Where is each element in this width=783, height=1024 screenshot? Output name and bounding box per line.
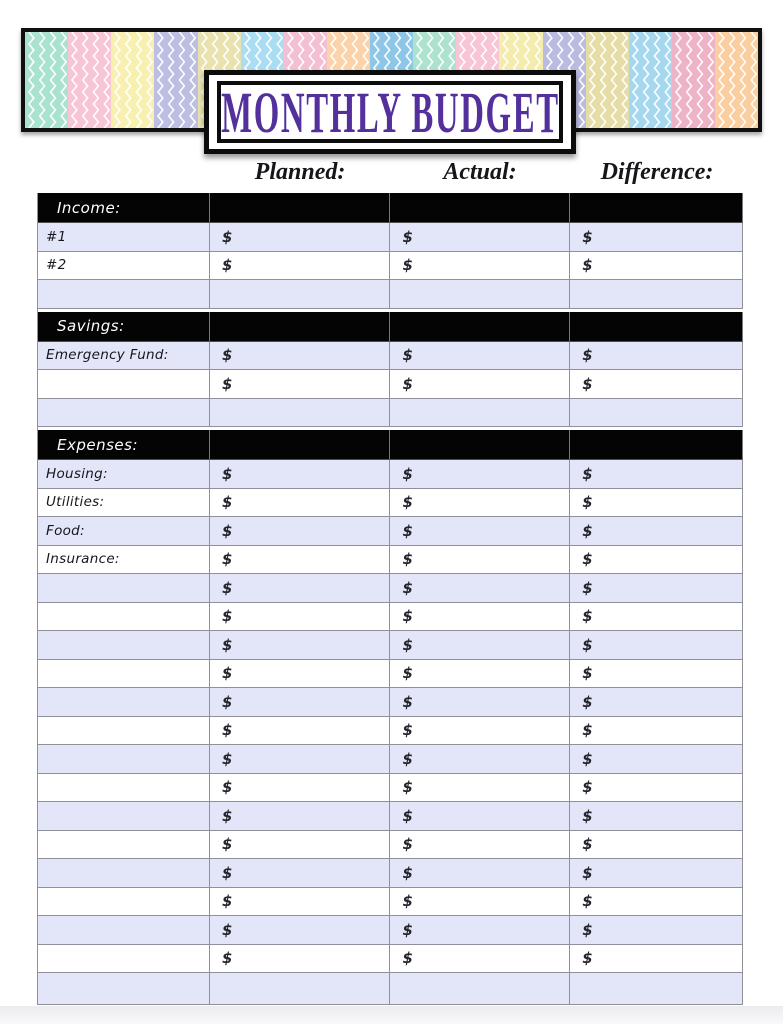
table-row bbox=[38, 774, 743, 803]
section-header-cell bbox=[210, 312, 390, 342]
section-header-cell bbox=[570, 312, 743, 342]
actual-cell bbox=[390, 280, 570, 309]
section-title: Income: bbox=[57, 198, 121, 217]
difference-cell bbox=[570, 574, 743, 603]
dollar-sign: $ bbox=[402, 835, 413, 854]
actual-cell bbox=[390, 574, 570, 603]
column-header-actual: Actual: bbox=[443, 159, 517, 185]
row-label-cell bbox=[38, 831, 210, 860]
planned-cell bbox=[210, 688, 390, 717]
difference-cell bbox=[570, 973, 743, 1005]
banner-stripe bbox=[25, 32, 68, 128]
dollar-sign: $ bbox=[582, 721, 593, 740]
banner-stripe bbox=[586, 32, 629, 128]
row-label-cell bbox=[38, 399, 210, 428]
difference-cell bbox=[570, 489, 743, 518]
dollar-sign: $ bbox=[402, 374, 413, 393]
planned-cell bbox=[210, 660, 390, 689]
planned-cell bbox=[210, 859, 390, 888]
difference-cell bbox=[570, 745, 743, 774]
row-label-cell: #2 bbox=[38, 252, 210, 281]
dollar-sign: $ bbox=[402, 493, 413, 512]
actual-cell bbox=[390, 859, 570, 888]
section-title: Savings: bbox=[57, 317, 125, 335]
section-header-cell bbox=[210, 430, 390, 460]
section-header-cell bbox=[390, 430, 570, 460]
dollar-sign: $ bbox=[582, 920, 593, 939]
table-row bbox=[38, 603, 743, 632]
dollar-sign: $ bbox=[222, 227, 233, 246]
table-row bbox=[38, 802, 743, 831]
actual-cell bbox=[390, 831, 570, 860]
actual-cell bbox=[390, 973, 570, 1005]
difference-cell bbox=[570, 945, 743, 974]
banner-stripe bbox=[154, 32, 197, 128]
actual-cell bbox=[390, 631, 570, 660]
actual-cell bbox=[390, 399, 570, 428]
table-row bbox=[38, 717, 743, 746]
table-row bbox=[38, 252, 743, 281]
planned-cell bbox=[210, 489, 390, 518]
dollar-sign: $ bbox=[222, 749, 233, 768]
dollar-sign: $ bbox=[222, 521, 233, 540]
dollar-sign: $ bbox=[402, 664, 413, 683]
dollar-sign: $ bbox=[402, 949, 413, 968]
dollar-sign: $ bbox=[222, 835, 233, 854]
actual-cell bbox=[390, 223, 570, 252]
dollar-sign: $ bbox=[582, 464, 593, 483]
section-title: Expenses: bbox=[57, 435, 139, 454]
row-label-cell bbox=[38, 717, 210, 746]
actual-cell bbox=[390, 489, 570, 518]
difference-cell bbox=[570, 280, 743, 309]
dollar-sign: $ bbox=[402, 692, 413, 711]
column-header-planned: Planned: bbox=[254, 159, 346, 185]
budget-table bbox=[37, 193, 743, 1005]
dollar-sign: $ bbox=[222, 464, 233, 483]
actual-cell bbox=[390, 252, 570, 281]
dollar-sign: $ bbox=[402, 635, 413, 654]
table-row bbox=[38, 916, 743, 945]
table-row bbox=[38, 223, 743, 252]
section-header-label-cell bbox=[38, 312, 210, 342]
row-label-cell: Housing: bbox=[38, 460, 210, 489]
actual-cell bbox=[390, 888, 570, 917]
difference-cell bbox=[570, 460, 743, 489]
actual-cell bbox=[390, 460, 570, 489]
difference-cell bbox=[570, 517, 743, 546]
actual-cell bbox=[390, 546, 570, 575]
dollar-sign: $ bbox=[222, 578, 233, 597]
dollar-sign: $ bbox=[582, 692, 593, 711]
section-header-row bbox=[38, 312, 743, 342]
table-row bbox=[38, 831, 743, 860]
difference-cell bbox=[570, 399, 743, 428]
dollar-sign: $ bbox=[222, 778, 233, 797]
planned-cell bbox=[210, 280, 390, 309]
page-bottom-edge bbox=[0, 1006, 783, 1024]
dollar-sign: $ bbox=[582, 607, 593, 626]
section-header-cell bbox=[390, 193, 570, 223]
row-label-cell bbox=[38, 888, 210, 917]
actual-cell bbox=[390, 517, 570, 546]
table-row bbox=[38, 888, 743, 917]
dollar-sign: $ bbox=[222, 664, 233, 683]
actual-cell bbox=[390, 916, 570, 945]
planned-cell bbox=[210, 342, 390, 371]
dollar-sign: $ bbox=[582, 550, 593, 569]
dollar-sign: $ bbox=[222, 374, 233, 393]
dollar-sign: $ bbox=[402, 721, 413, 740]
table-row bbox=[38, 945, 743, 974]
dollar-sign: $ bbox=[582, 521, 593, 540]
actual-cell bbox=[390, 342, 570, 371]
dollar-sign: $ bbox=[582, 635, 593, 654]
table-row bbox=[38, 280, 743, 309]
dollar-sign: $ bbox=[402, 920, 413, 939]
planned-cell bbox=[210, 831, 390, 860]
row-label-cell bbox=[38, 774, 210, 803]
section-header-label-cell bbox=[38, 193, 210, 223]
planned-cell bbox=[210, 945, 390, 974]
column-header-difference: Difference: bbox=[600, 159, 714, 185]
actual-cell bbox=[390, 370, 570, 399]
difference-cell bbox=[570, 717, 743, 746]
difference-cell bbox=[570, 631, 743, 660]
actual-cell bbox=[390, 688, 570, 717]
row-label-cell bbox=[38, 370, 210, 399]
banner-stripe bbox=[672, 32, 715, 128]
planned-cell bbox=[210, 370, 390, 399]
row-label-cell bbox=[38, 280, 210, 309]
dollar-sign: $ bbox=[402, 749, 413, 768]
row-label-cell: Utilities: bbox=[38, 489, 210, 518]
actual-cell bbox=[390, 717, 570, 746]
row-label-cell: Insurance: bbox=[38, 546, 210, 575]
difference-cell bbox=[570, 252, 743, 281]
row-label-cell bbox=[38, 745, 210, 774]
table-row bbox=[38, 399, 743, 428]
dollar-sign: $ bbox=[582, 578, 593, 597]
difference-cell bbox=[570, 802, 743, 831]
dollar-sign: $ bbox=[402, 892, 413, 911]
dollar-sign: $ bbox=[402, 863, 413, 882]
table-row bbox=[38, 489, 743, 518]
planned-cell bbox=[210, 399, 390, 428]
planned-cell bbox=[210, 252, 390, 281]
difference-cell bbox=[570, 342, 743, 371]
row-label-cell bbox=[38, 688, 210, 717]
table-row bbox=[38, 631, 743, 660]
planned-cell bbox=[210, 603, 390, 632]
difference-cell bbox=[570, 370, 743, 399]
banner-stripe bbox=[629, 32, 672, 128]
dollar-sign: $ bbox=[582, 227, 593, 246]
row-label-cell: #1 bbox=[38, 223, 210, 252]
dollar-sign: $ bbox=[222, 607, 233, 626]
dollar-sign: $ bbox=[582, 778, 593, 797]
dollar-sign: $ bbox=[582, 374, 593, 393]
dollar-sign: $ bbox=[582, 749, 593, 768]
dollar-sign: $ bbox=[582, 806, 593, 825]
planned-cell bbox=[210, 802, 390, 831]
dollar-sign: $ bbox=[402, 464, 413, 483]
row-label-cell: Food: bbox=[38, 517, 210, 546]
banner-stripe bbox=[68, 32, 111, 128]
dollar-sign: $ bbox=[402, 256, 413, 275]
table-row bbox=[38, 517, 743, 546]
actual-cell bbox=[390, 603, 570, 632]
row-label-cell bbox=[38, 574, 210, 603]
dollar-sign: $ bbox=[222, 493, 233, 512]
planned-cell bbox=[210, 888, 390, 917]
section-header-row bbox=[38, 430, 743, 460]
dollar-sign: $ bbox=[582, 346, 593, 365]
actual-cell bbox=[390, 660, 570, 689]
dollar-sign: $ bbox=[222, 550, 233, 569]
table-row bbox=[38, 660, 743, 689]
dollar-sign: $ bbox=[402, 578, 413, 597]
row-label-cell bbox=[38, 973, 210, 1005]
row-label-cell bbox=[38, 916, 210, 945]
table-row bbox=[38, 745, 743, 774]
section-header-cell bbox=[210, 193, 390, 223]
dollar-sign: $ bbox=[402, 778, 413, 797]
dollar-sign: $ bbox=[582, 835, 593, 854]
section-header-cell bbox=[570, 430, 743, 460]
dollar-sign: $ bbox=[402, 521, 413, 540]
row-label-cell bbox=[38, 631, 210, 660]
dollar-sign: $ bbox=[222, 949, 233, 968]
dollar-sign: $ bbox=[222, 806, 233, 825]
table-row bbox=[38, 342, 743, 371]
row-label-cell bbox=[38, 603, 210, 632]
planned-cell bbox=[210, 223, 390, 252]
row-label-cell bbox=[38, 660, 210, 689]
title-box bbox=[204, 70, 576, 154]
actual-cell bbox=[390, 945, 570, 974]
table-row bbox=[38, 973, 743, 1005]
dollar-sign: $ bbox=[222, 920, 233, 939]
table-row bbox=[38, 546, 743, 575]
dollar-sign: $ bbox=[222, 863, 233, 882]
difference-cell bbox=[570, 688, 743, 717]
dollar-sign: $ bbox=[222, 692, 233, 711]
table-row bbox=[38, 688, 743, 717]
row-label-cell bbox=[38, 945, 210, 974]
difference-cell bbox=[570, 774, 743, 803]
planned-cell bbox=[210, 916, 390, 945]
table-row bbox=[38, 859, 743, 888]
column-headers bbox=[0, 159, 783, 191]
difference-cell bbox=[570, 546, 743, 575]
dollar-sign: $ bbox=[402, 227, 413, 246]
dollar-sign: $ bbox=[222, 635, 233, 654]
planned-cell bbox=[210, 460, 390, 489]
table-section bbox=[38, 193, 743, 309]
table-row bbox=[38, 460, 743, 489]
planned-cell bbox=[210, 517, 390, 546]
dollar-sign: $ bbox=[402, 346, 413, 365]
difference-cell bbox=[570, 223, 743, 252]
section-header-label-cell bbox=[38, 430, 210, 460]
dollar-sign: $ bbox=[222, 256, 233, 275]
planned-cell bbox=[210, 546, 390, 575]
title-inner-frame bbox=[217, 81, 563, 143]
dollar-sign: $ bbox=[402, 607, 413, 626]
dollar-sign: $ bbox=[222, 346, 233, 365]
dollar-sign: $ bbox=[222, 892, 233, 911]
table-row bbox=[38, 574, 743, 603]
actual-cell bbox=[390, 802, 570, 831]
dollar-sign: $ bbox=[582, 949, 593, 968]
actual-cell bbox=[390, 774, 570, 803]
difference-cell bbox=[570, 831, 743, 860]
dollar-sign: $ bbox=[582, 892, 593, 911]
dollar-sign: $ bbox=[582, 256, 593, 275]
difference-cell bbox=[570, 916, 743, 945]
section-header-row bbox=[38, 193, 743, 223]
section-header-cell bbox=[570, 193, 743, 223]
planned-cell bbox=[210, 973, 390, 1005]
dollar-sign: $ bbox=[582, 493, 593, 512]
planned-cell bbox=[210, 774, 390, 803]
dollar-sign: $ bbox=[582, 664, 593, 683]
page-title: MONTHLY BUDGET bbox=[220, 81, 560, 143]
section-header-cell bbox=[390, 312, 570, 342]
planned-cell bbox=[210, 574, 390, 603]
row-label-cell: Emergency Fund: bbox=[38, 342, 210, 371]
difference-cell bbox=[570, 603, 743, 632]
row-label-cell bbox=[38, 859, 210, 888]
dollar-sign: $ bbox=[582, 863, 593, 882]
table-section bbox=[38, 312, 743, 428]
banner-stripe bbox=[715, 32, 758, 128]
planned-cell bbox=[210, 717, 390, 746]
row-label-cell bbox=[38, 802, 210, 831]
banner-stripe bbox=[111, 32, 154, 128]
difference-cell bbox=[570, 859, 743, 888]
table-row bbox=[38, 370, 743, 399]
dollar-sign: $ bbox=[222, 721, 233, 740]
dollar-sign: $ bbox=[402, 806, 413, 825]
planned-cell bbox=[210, 631, 390, 660]
difference-cell bbox=[570, 660, 743, 689]
difference-cell bbox=[570, 888, 743, 917]
dollar-sign: $ bbox=[402, 550, 413, 569]
planned-cell bbox=[210, 745, 390, 774]
table-section bbox=[38, 430, 743, 1005]
actual-cell bbox=[390, 745, 570, 774]
